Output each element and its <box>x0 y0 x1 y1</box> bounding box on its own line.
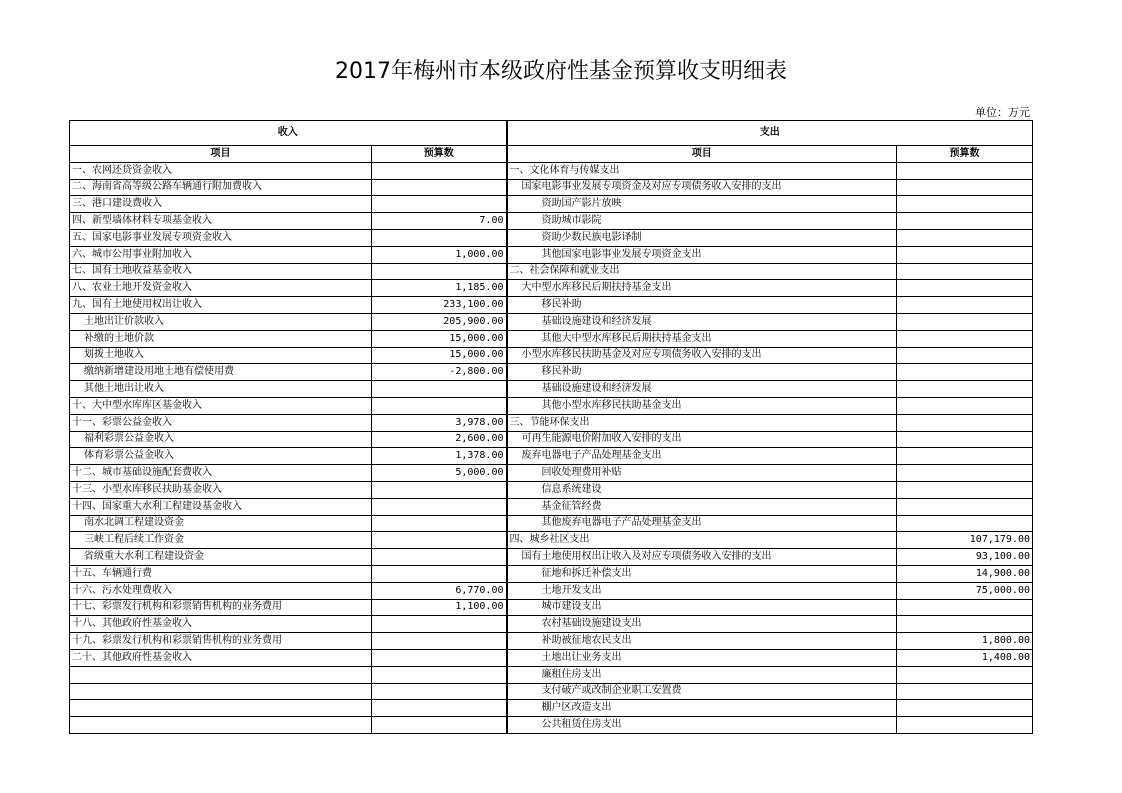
expense-amount-cell: 14,900.00 <box>897 565 1033 582</box>
income-item-cell: 八、农业土地开发资金收入 <box>70 280 372 297</box>
income-amount-cell <box>372 498 507 515</box>
expense-item-cell: 其他废弃电器电子产品处理基金支出 <box>507 515 897 532</box>
expense-item-cell: 征地和拆迁补偿支出 <box>507 565 897 582</box>
expense-item-cell: 二、社会保障和就业支出 <box>507 263 897 280</box>
income-amount-cell <box>372 162 507 179</box>
expense-amount-cell: 93,100.00 <box>897 549 1033 566</box>
income-amount-cell: 3,978.00 <box>372 414 507 431</box>
income-item-cell: 缴纳新增建设用地土地有偿使用费 <box>70 364 372 381</box>
expense-amount-cell: 1,400.00 <box>897 649 1033 666</box>
expense-amount-cell <box>897 666 1033 683</box>
income-item-cell: 四、新型墙体材料专项基金收入 <box>70 213 372 230</box>
table-row <box>70 649 1033 666</box>
income-item-cell: 五、国家电影事业发展专项资金收入 <box>70 229 372 246</box>
expense-amount-cell <box>897 498 1033 515</box>
expense-amount-cell <box>897 465 1033 482</box>
expense-item-cell: 国家电影事业发展专项资金及对应专项债务收入安排的支出 <box>507 179 897 196</box>
table-row <box>70 229 1033 246</box>
income-item-cell <box>70 700 372 717</box>
income-amount-cell <box>372 666 507 683</box>
expense-item-cell: 可再生能源电价附加收入安排的支出 <box>507 431 897 448</box>
income-item-cell: 福利彩票公益金收入 <box>70 431 372 448</box>
expense-amount-cell <box>897 431 1033 448</box>
income-amount-cell <box>372 179 507 196</box>
income-item-cell: 体育彩票公益金收入 <box>70 448 372 465</box>
expense-amount-cell <box>897 599 1033 616</box>
expense-item-cell: 资助国产影片放映 <box>507 196 897 213</box>
expense-item-cell: 公共租赁住房支出 <box>507 717 897 734</box>
income-amount-cell: -2,800.00 <box>372 364 507 381</box>
income-amount-cell <box>372 683 507 700</box>
income-amount-cell <box>372 397 507 414</box>
table-row <box>70 397 1033 414</box>
expense-amount-cell: 107,179.00 <box>897 532 1033 549</box>
expense-amount-cell <box>897 347 1033 364</box>
table-row <box>70 179 1033 196</box>
table-row <box>70 666 1033 683</box>
expense-amount-cell <box>897 280 1033 297</box>
expense-amount-cell <box>897 448 1033 465</box>
table-row <box>70 481 1033 498</box>
expense-amount-cell <box>897 263 1033 280</box>
table-row <box>70 246 1033 263</box>
income-item-cell: 六、城市公用事业附加收入 <box>70 246 372 263</box>
expense-amount-cell <box>897 414 1033 431</box>
expense-item-cell: 资助城市影院 <box>507 213 897 230</box>
income-amount-cell: 233,100.00 <box>372 297 507 314</box>
column-header-row <box>70 146 1033 163</box>
table-row <box>70 683 1033 700</box>
expense-item-cell: 其他大中型水库移民后期扶持基金支出 <box>507 330 897 347</box>
income-item-cell: 划拨土地收入 <box>70 347 372 364</box>
income-item-cell: 九、国有土地使用权出让收入 <box>70 297 372 314</box>
income-amount-cell: 205,900.00 <box>372 313 507 330</box>
expense-item-cell: 大中型水库移民后期扶持基金支出 <box>507 280 897 297</box>
table-row <box>70 633 1033 650</box>
income-amount-cell <box>372 515 507 532</box>
table-row <box>70 347 1033 364</box>
income-amount-cell: 15,000.00 <box>372 330 507 347</box>
income-amount-cell: 5,000.00 <box>372 465 507 482</box>
income-item-cell: 土地出让价款收入 <box>70 313 372 330</box>
table-row <box>70 162 1033 179</box>
income-amount-cell <box>372 700 507 717</box>
income-amount-cell <box>372 616 507 633</box>
expense-item-header: 项目 <box>507 146 897 163</box>
table-row <box>70 465 1033 482</box>
income-amount-cell: 15,000.00 <box>372 347 507 364</box>
unit-label: 单位：万元 <box>975 106 1030 119</box>
income-amount-cell <box>372 481 507 498</box>
table-row <box>70 431 1033 448</box>
expense-item-cell: 补助被征地农民支出 <box>507 633 897 650</box>
expense-item-cell: 廉租住房支出 <box>507 666 897 683</box>
income-amount-cell <box>372 565 507 582</box>
expense-amount-cell <box>897 297 1033 314</box>
expense-amount-cell <box>897 397 1033 414</box>
income-item-cell: 二、海南省高等级公路车辆通行附加费收入 <box>70 179 372 196</box>
expense-item-cell: 移民补助 <box>507 297 897 314</box>
table-row <box>70 700 1033 717</box>
expense-amount-cell <box>897 313 1033 330</box>
income-amount-cell <box>372 263 507 280</box>
section-header-row <box>70 121 1033 146</box>
income-item-cell: 南水北调工程建设资金 <box>70 515 372 532</box>
income-item-cell: 省级重大水利工程建设资金 <box>70 549 372 566</box>
table-row <box>70 364 1033 381</box>
table-row <box>70 498 1033 515</box>
expense-item-cell: 其他小型水库移民扶助基金支出 <box>507 397 897 414</box>
income-item-cell: 十六、污水处理费收入 <box>70 582 372 599</box>
table-row <box>70 549 1033 566</box>
expense-item-cell: 国有土地使用权出让收入及对应专项债务收入安排的支出 <box>507 549 897 566</box>
expense-item-cell: 四、城乡社区支出 <box>507 532 897 549</box>
table-row <box>70 196 1033 213</box>
income-item-cell: 十七、彩票发行机构和彩票销售机构的业务费用 <box>70 599 372 616</box>
expense-amount-cell: 1,800.00 <box>897 633 1033 650</box>
income-amount-cell <box>372 717 507 734</box>
table-row <box>70 297 1033 314</box>
expense-item-cell: 一、文化体育与传媒支出 <box>507 162 897 179</box>
expense-amount-cell <box>897 179 1033 196</box>
expense-header: 支出 <box>507 121 1033 146</box>
expense-amount-cell <box>897 246 1033 263</box>
income-amount-cell: 2,600.00 <box>372 431 507 448</box>
expense-item-cell: 小型水库移民扶助基金及对应专项债务收入安排的支出 <box>507 347 897 364</box>
expense-amount-cell <box>897 481 1033 498</box>
page-title: 2017年梅州市本级政府性基金预算收支明细表 <box>335 59 787 84</box>
table-row <box>70 515 1033 532</box>
income-item-cell: 十一、彩票公益金收入 <box>70 414 372 431</box>
expense-item-cell: 支付破产或改制企业职工安置费 <box>507 683 897 700</box>
expense-amount-header: 预算数 <box>897 146 1033 163</box>
expense-amount-cell: 75,000.00 <box>897 582 1033 599</box>
income-amount-cell: 1,000.00 <box>372 246 507 263</box>
expense-item-cell: 三、节能环保支出 <box>507 414 897 431</box>
expense-amount-cell <box>897 213 1033 230</box>
expense-item-cell: 城市建设支出 <box>507 599 897 616</box>
income-amount-cell: 7.00 <box>372 213 507 230</box>
table-row <box>70 330 1033 347</box>
expense-item-cell: 基础设施建设和经济发展 <box>507 381 897 398</box>
income-amount-cell: 1,185.00 <box>372 280 507 297</box>
expense-amount-cell <box>897 683 1033 700</box>
table-row <box>70 313 1033 330</box>
table-row <box>70 565 1033 582</box>
expense-amount-cell <box>897 330 1033 347</box>
income-amount-cell <box>372 649 507 666</box>
table-row <box>70 448 1033 465</box>
table-row <box>70 599 1033 616</box>
income-amount-header: 预算数 <box>372 146 507 163</box>
income-amount-cell: 1,100.00 <box>372 599 507 616</box>
income-item-cell: 十三、小型水库移民扶助基金收入 <box>70 481 372 498</box>
expense-item-cell: 资助少数民族电影译制 <box>507 229 897 246</box>
income-amount-cell <box>372 549 507 566</box>
income-item-header: 项目 <box>70 146 372 163</box>
income-amount-cell: 6,770.00 <box>372 582 507 599</box>
table-row <box>70 414 1033 431</box>
table-row <box>70 717 1033 734</box>
expense-item-cell: 废弃电器电子产品处理基金支出 <box>507 448 897 465</box>
income-item-cell <box>70 717 372 734</box>
income-item-cell: 一、农网还贷资金收入 <box>70 162 372 179</box>
income-amount-cell <box>372 633 507 650</box>
table-row <box>70 213 1033 230</box>
expense-amount-cell <box>897 364 1033 381</box>
expense-amount-cell <box>897 162 1033 179</box>
income-item-cell: 七、国有土地收益基金收入 <box>70 263 372 280</box>
income-item-cell: 十二、城市基础设施配套费收入 <box>70 465 372 482</box>
income-item-cell: 十八、其他政府性基金收入 <box>70 616 372 633</box>
expense-amount-cell <box>897 717 1033 734</box>
income-item-cell: 十五、车辆通行费 <box>70 565 372 582</box>
income-item-cell <box>70 666 372 683</box>
income-item-cell: 三、港口建设费收入 <box>70 196 372 213</box>
table-row <box>70 532 1033 549</box>
budget-table <box>69 120 1033 734</box>
income-header: 收入 <box>70 121 507 146</box>
expense-amount-cell <box>897 616 1033 633</box>
expense-item-cell: 信息系统建设 <box>507 481 897 498</box>
income-amount-cell: 1,378.00 <box>372 448 507 465</box>
expense-item-cell: 基金征管经费 <box>507 498 897 515</box>
income-amount-cell <box>372 229 507 246</box>
income-amount-cell <box>372 532 507 549</box>
expense-item-cell: 土地开发支出 <box>507 582 897 599</box>
income-item-cell: 补缴的土地价款 <box>70 330 372 347</box>
income-item-cell: 其他土地出让收入 <box>70 381 372 398</box>
expense-amount-cell <box>897 700 1033 717</box>
table-row <box>70 280 1033 297</box>
income-item-cell: 十、大中型水库库区基金收入 <box>70 397 372 414</box>
expense-item-cell: 基础设施建设和经济发展 <box>507 313 897 330</box>
table-row <box>70 582 1033 599</box>
table-row <box>70 616 1033 633</box>
income-item-cell: 二十、其他政府性基金收入 <box>70 649 372 666</box>
income-item-cell: 十四、国家重大水利工程建设基金收入 <box>70 498 372 515</box>
expense-amount-cell <box>897 229 1033 246</box>
income-item-cell: 十九、彩票发行机构和彩票销售机构的业务费用 <box>70 633 372 650</box>
expense-item-cell: 土地出让业务支出 <box>507 649 897 666</box>
income-amount-cell <box>372 381 507 398</box>
expense-amount-cell <box>897 381 1033 398</box>
expense-item-cell: 移民补助 <box>507 364 897 381</box>
income-item-cell: 三峡工程后续工作资金 <box>70 532 372 549</box>
expense-item-cell: 回收处理费用补贴 <box>507 465 897 482</box>
table-row <box>70 381 1033 398</box>
expense-item-cell: 农村基础设施建设支出 <box>507 616 897 633</box>
expense-amount-cell <box>897 196 1033 213</box>
expense-amount-cell <box>897 515 1033 532</box>
expense-item-cell: 其他国家电影事业发展专项资金支出 <box>507 246 897 263</box>
table-row <box>70 263 1033 280</box>
income-item-cell <box>70 683 372 700</box>
expense-item-cell: 棚户区改造支出 <box>507 700 897 717</box>
income-amount-cell <box>372 196 507 213</box>
